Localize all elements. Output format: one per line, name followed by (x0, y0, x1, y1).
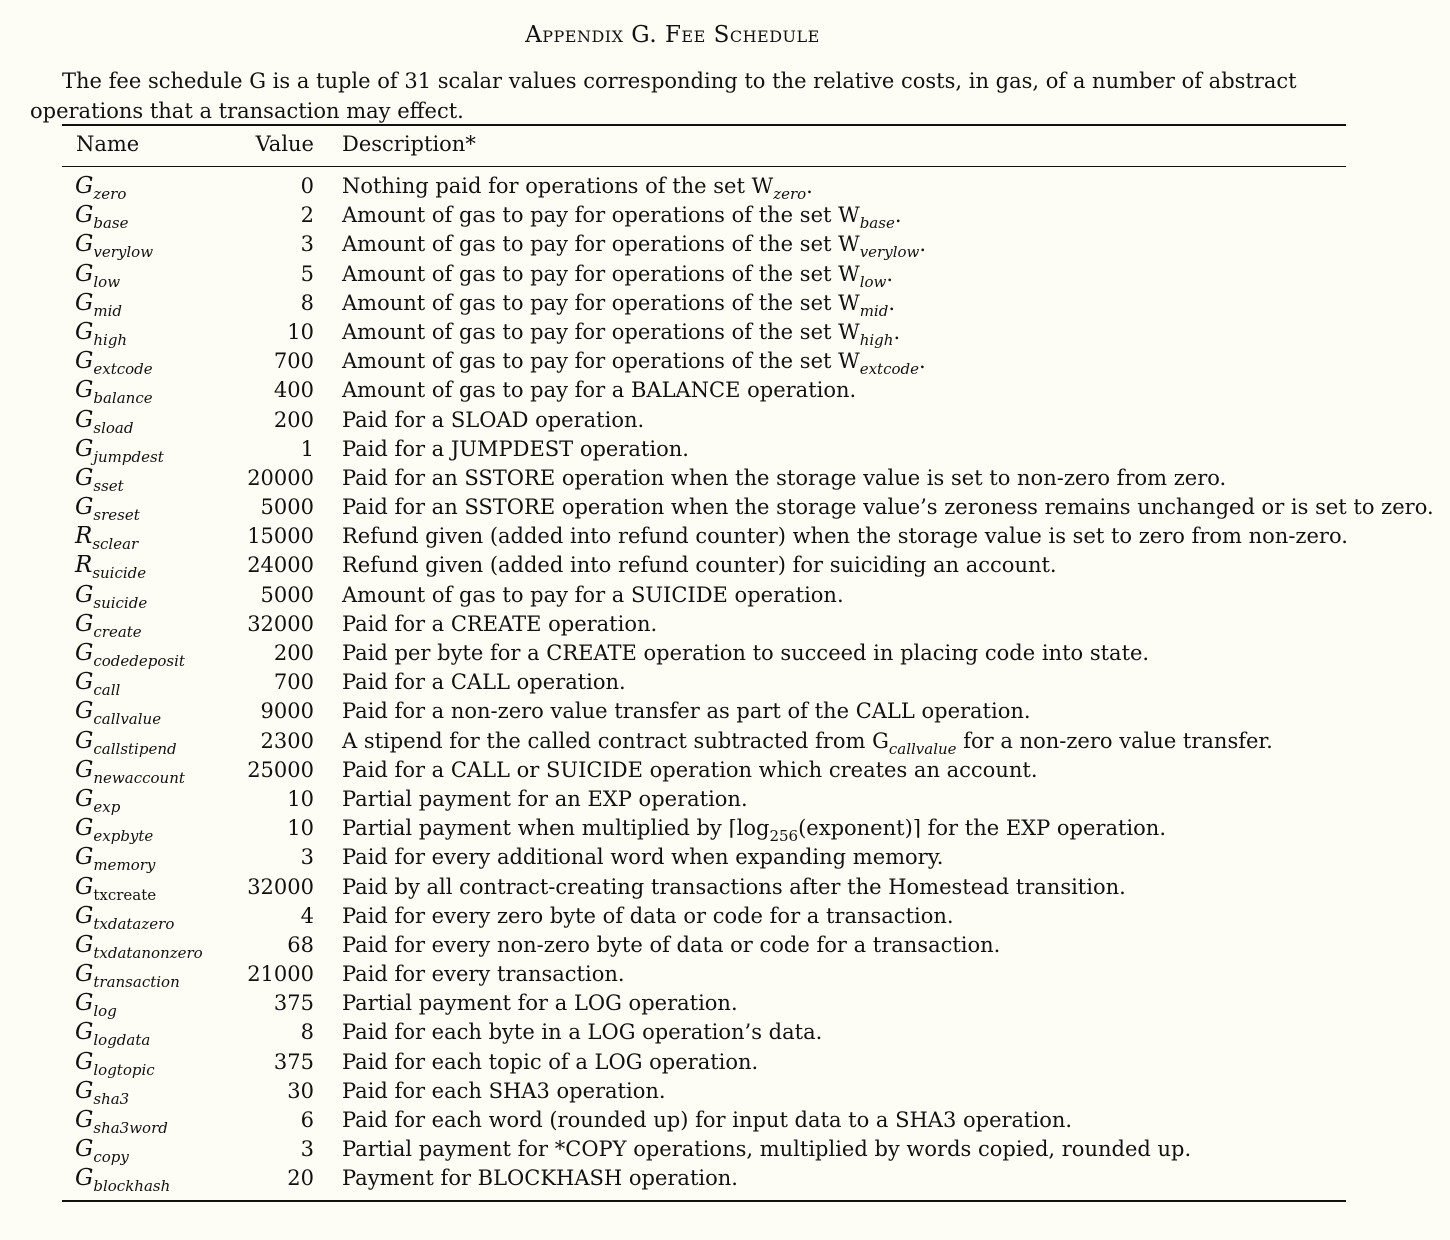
description-text: Paid for a SLOAD operation. (342, 407, 645, 432)
fee-name (75, 639, 185, 670)
description-subscript: callvalue (888, 739, 957, 758)
table-row (0, 1077, 1450, 1106)
description-text: Paid for a CALL operation. (342, 670, 626, 695)
table-row (0, 1164, 1450, 1196)
fee-value: 21000 (247, 962, 314, 987)
fee-name (75, 931, 203, 962)
fee-subscript: mid (93, 301, 122, 320)
fee-name (75, 668, 120, 699)
fee-value: 200 (273, 641, 314, 665)
table-row (0, 727, 1450, 756)
appendix-heading: Appendix G. Fee Schedule (525, 22, 820, 48)
description-subscript: low (859, 272, 887, 291)
table-row (0, 639, 1450, 668)
description-tail: . (893, 319, 901, 344)
table-row (0, 697, 1450, 729)
fee-subscript: expbyte (93, 827, 154, 846)
description-text: Paid for a JUMPDEST operation. (342, 436, 689, 461)
fee-symbol: G (75, 815, 94, 842)
fee-symbol: G (75, 581, 94, 608)
description-text: Partial payment for a LOG operation. (342, 991, 738, 1016)
header-rule (62, 166, 1346, 167)
description-text: Paid for each SHA3 operation. (342, 1078, 666, 1103)
fee-value: 20 (287, 1166, 314, 1191)
fee-value: 15000 (247, 524, 314, 549)
description-subscript: base (859, 214, 895, 233)
fee-subscript: blockhash (93, 1177, 171, 1196)
fee-symbol: G (75, 610, 94, 637)
fee-subscript: logtopic (93, 1060, 155, 1079)
fee-subscript: txdatanonzero (93, 943, 203, 962)
fee-value: 9000 (260, 699, 314, 724)
fee-name (75, 493, 140, 524)
fee-description (342, 1106, 1072, 1135)
table-row (0, 814, 1450, 846)
description-tail: . (918, 349, 926, 374)
fee-value: 1 (300, 436, 314, 461)
fee-subscript: newaccount (93, 768, 185, 787)
fee-symbol: G (75, 727, 94, 754)
table-top-rule (62, 124, 1346, 126)
fee-description (342, 1135, 1191, 1164)
fee-name (75, 1135, 129, 1166)
intro-paragraph (30, 66, 1340, 126)
table-row (0, 610, 1450, 639)
table-row (0, 230, 1450, 262)
table-row (0, 785, 1450, 814)
fee-symbol: G (75, 1165, 94, 1192)
fee-symbol: G (75, 990, 94, 1017)
fee-symbol: G (75, 1136, 94, 1163)
fee-description (342, 697, 1031, 726)
table-row (0, 289, 1450, 318)
fee-description (342, 376, 856, 405)
fee-name (75, 464, 124, 495)
fee-description (342, 639, 1149, 668)
fee-description (342, 289, 895, 320)
fee-subscript: callvalue (93, 710, 162, 729)
fee-value: 8 (300, 290, 314, 315)
table-row (0, 1135, 1450, 1167)
fee-subscript: logdata (93, 1031, 151, 1050)
description-tail: . (886, 261, 894, 286)
fee-description (342, 318, 900, 349)
fee-value: 700 (273, 349, 314, 374)
fee-subscript: sset (93, 476, 124, 495)
fee-symbol: G (75, 931, 94, 958)
fee-name (75, 1048, 155, 1079)
fee-name (75, 406, 133, 437)
fee-value: 700 (273, 670, 314, 695)
fee-symbol: R (75, 552, 93, 579)
fee-value: 200 (273, 407, 314, 432)
fee-description (342, 785, 748, 814)
fee-subscript: call (93, 681, 121, 700)
fee-symbol: G (75, 1048, 94, 1075)
fee-name (75, 756, 185, 787)
fee-value: 10 (287, 786, 314, 811)
fee-name (75, 1018, 150, 1049)
fee-description (342, 172, 813, 203)
fee-subscript: exp (93, 797, 121, 816)
description-text: Amount of gas to pay for a SUICIDE operation. (342, 582, 844, 607)
description-text: Refund given (added into refund counter) for suiciding an account. (342, 553, 1057, 578)
description-tail: . (888, 290, 896, 315)
fee-subscript: high (93, 330, 128, 349)
fee-subscript: codedeposit (93, 652, 185, 670)
fee-symbol: G (75, 202, 94, 229)
fee-description (342, 873, 1126, 902)
fee-name (75, 843, 155, 874)
description-text: Amount of gas to pay for operations of the set W (342, 319, 860, 344)
fee-name (75, 522, 138, 553)
fee-description (342, 551, 1057, 580)
table-row (0, 318, 1450, 347)
fee-subscript: sreset (93, 506, 140, 525)
fee-description (342, 522, 1348, 551)
table-row (0, 960, 1450, 992)
fee-symbol: G (75, 406, 94, 433)
fee-description (342, 1164, 738, 1193)
fee-value: 30 (287, 1078, 314, 1103)
fee-subscript: zero (93, 185, 127, 203)
description-text: Paid for every non-zero byte of data or code for a transaction. (342, 932, 1001, 957)
table-row (0, 347, 1450, 379)
fee-name (75, 260, 120, 291)
fee-description (342, 610, 657, 639)
fee-description (342, 931, 1000, 960)
fee-value: 6 (300, 1108, 314, 1132)
fee-symbol: G (75, 464, 94, 491)
description-text: Payment for BLOCKHASH operation. (342, 1166, 738, 1191)
fee-value: 10 (287, 319, 314, 344)
fee-description (342, 464, 1226, 493)
fee-value: 0 (300, 174, 314, 198)
description-text: Refund given (added into refund counter) when the storage value is set to zero from non-zero. (342, 524, 1348, 549)
fee-symbol: G (75, 669, 94, 696)
fee-value: 2300 (260, 728, 314, 753)
fee-symbol: G (75, 844, 94, 871)
fee-subscript: low (93, 272, 121, 291)
table-row (0, 201, 1450, 233)
table-row (0, 1018, 1450, 1050)
fee-symbol: G (75, 873, 94, 900)
description-text: Paid for every transaction. (342, 962, 625, 987)
fee-name (75, 873, 156, 904)
fee-name (75, 230, 153, 261)
description-text: Partial payment for *COPY operations, multiplied by words copied, rounded up. (342, 1137, 1192, 1162)
fee-subscript: txcreate (93, 885, 157, 904)
fee-value: 25000 (247, 757, 314, 782)
fee-description (342, 201, 902, 232)
table-row (0, 843, 1450, 875)
fee-symbol: G (75, 231, 94, 258)
description-text: Paid for an SSTORE operation when the storage value’s zeroness remains unchanged or is set to zero. (342, 495, 1434, 520)
fee-symbol: G (75, 698, 94, 725)
column-header-name: Name (76, 132, 140, 156)
description-text: Paid for every zero byte of data or code for a transaction. (342, 903, 954, 928)
description-text: Paid for an SSTORE operation when the storage value is set to non-zero from zero. (342, 465, 1227, 490)
fee-subscript: log (93, 1002, 117, 1021)
fee-symbol: G (75, 260, 94, 287)
fee-description (342, 230, 926, 261)
table-row (0, 406, 1450, 435)
description-tail: . (806, 174, 813, 198)
fee-name (75, 902, 174, 933)
fee-table-body (0, 172, 1450, 1194)
fee-symbol: G (75, 318, 94, 345)
fee-name (75, 1106, 168, 1137)
table-row (0, 873, 1450, 902)
fee-name (75, 289, 122, 320)
table-row (0, 376, 1450, 408)
fee-symbol: G (75, 435, 94, 462)
fee-symbol: G (75, 756, 94, 783)
description-subscript: verylow (859, 243, 920, 262)
fee-symbol: G (75, 1107, 94, 1133)
fee-description (342, 668, 626, 697)
fee-name (75, 814, 153, 845)
fee-value: 5000 (260, 495, 314, 520)
fee-name (75, 727, 177, 758)
description-subscript: 256 (769, 827, 799, 846)
description-tail: . (894, 203, 902, 228)
table-row (0, 551, 1450, 583)
table-bottom-rule (62, 1200, 1346, 1202)
fee-subscript: txdatazero (93, 914, 175, 933)
description-text: Paid for every additional word when expanding memory. (342, 845, 944, 870)
fee-description (342, 902, 954, 931)
fee-description (342, 406, 644, 435)
fee-value: 68 (287, 932, 314, 957)
description-text: Paid for a CALL or SUICIDE operation which creates an account. (342, 757, 1038, 782)
fee-description (342, 756, 1038, 785)
table-row (0, 435, 1450, 464)
fee-value: 8 (300, 1020, 314, 1045)
fee-value: 5000 (260, 582, 314, 607)
fee-name (75, 172, 126, 203)
description-subscript: high (859, 330, 894, 349)
fee-subscript: extcode (93, 360, 153, 379)
fee-subscript: verylow (93, 243, 154, 262)
table-row (0, 668, 1450, 700)
fee-description (342, 260, 893, 291)
description-tail: for a non-zero value transfer. (956, 728, 1273, 753)
description-text: A stipend for the called contract subtracted from G (342, 728, 889, 753)
description-text: Paid for each topic of a LOG operation. (342, 1049, 759, 1074)
description-text: Amount of gas to pay for operations of the set W (342, 290, 860, 315)
fee-symbol: G (75, 785, 94, 812)
fee-symbol: G (75, 348, 94, 375)
fee-value: 2 (300, 203, 314, 228)
fee-name (75, 697, 161, 728)
table-row (0, 522, 1450, 554)
description-text: Partial payment when multiplied by ⌈log (342, 816, 770, 841)
fee-subscript: create (93, 622, 142, 641)
description-text: Paid for a non-zero value transfer as part of the CALL operation. (342, 699, 1031, 724)
fee-value: 3 (300, 232, 314, 257)
fee-value: 32000 (247, 874, 314, 899)
table-row (0, 581, 1450, 610)
fee-value: 10 (287, 816, 314, 841)
fee-description (342, 493, 1434, 522)
description-tail: (exponent)⌉ for the EXP operation. (798, 816, 1166, 841)
fee-symbol: G (75, 640, 94, 666)
fee-name (75, 347, 153, 378)
description-text: Amount of gas to pay for operations of the set W (342, 232, 860, 257)
description-text: Paid per byte for a CREATE operation to succeed in placing code into state. (342, 641, 1150, 665)
fee-value: 5 (300, 261, 314, 286)
fee-symbol: G (75, 1019, 94, 1046)
description-tail: . (919, 232, 927, 257)
fee-name (75, 610, 142, 641)
fee-name (75, 376, 153, 407)
fee-symbol: R (75, 523, 93, 550)
fee-value: 3 (300, 1137, 314, 1162)
fee-name (75, 960, 180, 991)
table-row (0, 464, 1450, 493)
fee-name (75, 785, 120, 816)
fee-symbol: G (75, 289, 94, 316)
table-row (0, 931, 1450, 960)
description-text: Paid for each byte in a LOG operation’s data. (342, 1020, 823, 1045)
fee-value: 375 (273, 1049, 314, 1074)
fee-name (75, 581, 147, 612)
fee-value: 4 (300, 903, 314, 928)
description-text: Paid for each word (rounded up) for input data to a SHA3 operation. (342, 1108, 1073, 1132)
fee-value: 375 (273, 991, 314, 1016)
fee-subscript: base (93, 214, 129, 233)
fee-symbol: G (75, 494, 94, 521)
fee-subscript: suicide (93, 593, 148, 612)
fee-symbol: G (75, 1077, 94, 1104)
table-row (0, 172, 1450, 201)
fee-description (342, 435, 689, 464)
fee-value: 3 (300, 845, 314, 870)
fee-name (75, 201, 129, 232)
fee-value: 400 (273, 378, 314, 403)
fee-symbol: G (75, 902, 94, 929)
fee-subscript: sload (93, 418, 134, 437)
fee-description (342, 1077, 666, 1106)
fee-subscript: memory (93, 856, 156, 875)
fee-subscript: sha3word (93, 1119, 168, 1137)
fee-description (342, 843, 943, 872)
fee-subscript: callstipend (93, 739, 177, 758)
table-row (0, 989, 1450, 1021)
description-text: Amount of gas to pay for operations of the set W (342, 261, 860, 286)
fee-value: 20000 (247, 465, 314, 490)
fee-name (75, 1164, 170, 1195)
table-row (0, 1106, 1450, 1135)
description-text: Paid for a CREATE operation. (342, 611, 658, 636)
fee-symbol: G (75, 173, 94, 199)
table-row (0, 1048, 1450, 1077)
fee-subscript: transaction (93, 973, 180, 992)
fee-description (342, 581, 844, 610)
column-header-description: Description* (342, 132, 476, 156)
fee-description (342, 347, 926, 378)
table-row (0, 493, 1450, 525)
description-text: Amount of gas to pay for a BALANCE operation. (342, 378, 857, 403)
description-subscript: extcode (859, 360, 919, 379)
fee-description (342, 960, 625, 989)
fee-symbol: G (75, 961, 94, 988)
fee-name (75, 551, 146, 582)
table-row (0, 756, 1450, 785)
fee-name (75, 435, 164, 466)
description-text: Nothing paid for operations of the set W (342, 174, 774, 198)
fee-subscript: sha3 (93, 1089, 130, 1108)
fee-description (342, 727, 1273, 758)
fee-subscript: suicide (92, 564, 147, 583)
fee-description (342, 814, 1166, 845)
fee-subscript: jumpdest (93, 447, 164, 466)
fee-description (342, 1018, 822, 1047)
fee-subscript: sclear (92, 535, 139, 554)
fee-subscript: copy (93, 1148, 129, 1167)
fee-name (75, 1077, 129, 1108)
fee-name (75, 989, 117, 1020)
fee-subscript: balance (93, 389, 153, 408)
table-row (0, 260, 1450, 289)
description-subscript: mid (859, 301, 889, 320)
intro-text: The fee schedule G is a tuple of 31 scalar values corresponding to the relative costs, in gas, of a number of abstract operations that a transaction may effect. (30, 69, 1297, 123)
description-subscript: zero (773, 185, 807, 203)
fee-value: 24000 (247, 553, 314, 578)
description-text: Partial payment for an EXP operation. (342, 786, 748, 811)
fee-symbol: G (75, 377, 94, 404)
fee-description (342, 989, 738, 1018)
description-text: Amount of gas to pay for operations of the set W (342, 203, 860, 228)
table-row (0, 902, 1450, 931)
fee-value: 32000 (247, 611, 314, 636)
fee-description (342, 1048, 758, 1077)
fee-name (75, 318, 127, 349)
description-text: Paid by all contract-creating transactions after the Homestead transition. (342, 874, 1126, 899)
column-header-value: Value (255, 132, 314, 156)
description-text: Amount of gas to pay for operations of the set W (342, 349, 860, 374)
